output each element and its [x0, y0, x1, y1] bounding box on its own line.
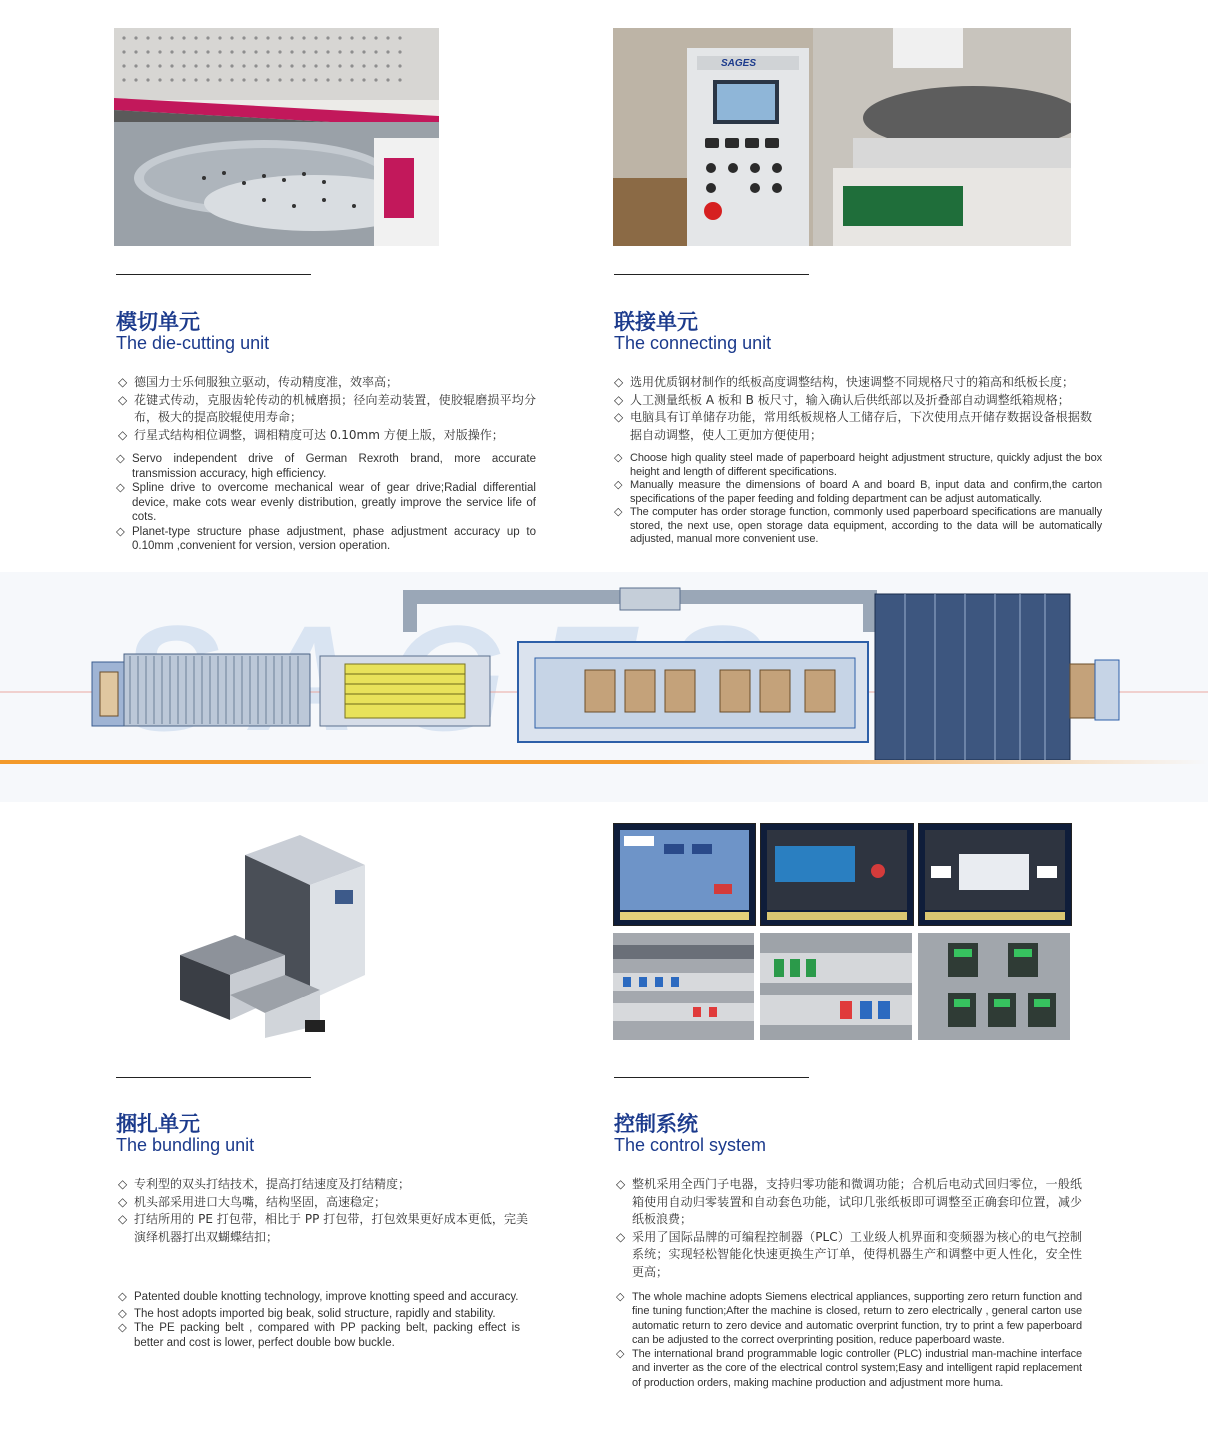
diamond-bullet-icon: ◇: [118, 1212, 128, 1226]
diamond-bullet-icon: ◇: [616, 1177, 626, 1191]
list-item: ◇ Manually measure the dimensions of board A and board B, input data and confirm,the carton specifications of the paper feeding and folding department can be adjust automatically.: [614, 479, 1102, 505]
die-cutting-en-list: [116, 452, 536, 554]
diamond-bullet-icon: ◇: [614, 392, 624, 407]
connecting-unit-photo: [613, 28, 1071, 246]
list-item: ◇ 专利型的双头打结技术，提高打结速度及打结精度；: [118, 1176, 528, 1194]
diamond-bullet-icon: ◇: [614, 375, 624, 389]
list-item: ◇ 采用了国际品牌的可编程控制器（PLC）工业级人机界面和变频器为核心的电气控制系统；实现轻松智能化快速更换生产订单，使得机器生产和调整中更人性化，安全性更高；: [616, 1229, 1082, 1279]
list-item: ◇ The computer has order storage function, commonly used paperboard specifications are manually stored, the next use, open storage data equipment, according to the data will be automatically adjusted, manual more convenient use.: [614, 506, 1102, 545]
list-item: ◇ The PE packing belt , compared with PP packing belt, packing effect is better and cost is lower, perfect double bow buckle.: [118, 1322, 520, 1349]
bundling-title-en: The bundling unit: [116, 1135, 255, 1155]
list-item: ◇ 人工测量纸板 A 板和 B 板尺寸，输入确认后供纸部以及折叠部自动调整纸箱规格；: [614, 392, 1092, 410]
diamond-bullet-icon: ◇: [118, 427, 128, 442]
panel-brand-label: SAGES: [721, 58, 757, 69]
bundling-title-zh: 捆扎单元: [116, 1112, 200, 1136]
bundling-divider: [116, 1077, 311, 1078]
diamond-bullet-icon: ◇: [118, 1194, 128, 1209]
diamond-bullet-icon: ◇: [118, 1177, 128, 1191]
plc-cabinet-photo: [760, 933, 912, 1040]
bundling-en-list: [118, 1290, 520, 1350]
diamond-bullet-icon: ◇: [614, 452, 623, 464]
diamond-bullet-icon: ◇: [116, 482, 125, 494]
diamond-bullet-icon: ◇: [118, 1307, 127, 1320]
control-title-zh: 控制系统: [614, 1112, 698, 1136]
diamond-bullet-icon: ◇: [614, 410, 624, 424]
list-item: ◇ Servo independent drive of German Rexroth brand, more accurate transmission accuracy, high efficiency.: [116, 453, 536, 480]
orange-accent-stripe: [0, 760, 1208, 764]
list-item: ◇ The whole machine adopts Siemens electrical appliances, supporting zero return function and fine tuning function;After the machine is closed, return to zero electrically , general carton use automatic return to zero device and automatic overprint function, try to print a few paperboard can be adjusted to the correct overprinting position, reduce paperboard waste.: [616, 1291, 1082, 1346]
diamond-bullet-icon: ◇: [116, 525, 125, 538]
list-item: ◇ Choose high quality steel made of paperboard height adjustment structure, quickly adjust the box height and length of different specifications.: [614, 452, 1102, 478]
line-layout-diagram: [0, 572, 1208, 802]
list-item: ◇ 选用优质钢材制作的纸板高度调整结构，快速调整不同规格尺寸的箱高和纸板长度；: [614, 374, 1092, 392]
list-item: ◇ Patented double knotting technology, improve knotting speed and accuracy.: [118, 1291, 519, 1303]
die-cutting-title-en: The die-cutting unit: [116, 333, 270, 353]
control-zh-list: [616, 1176, 1082, 1281]
production-line-band: [0, 572, 1208, 802]
list-item: ◇ 电脑具有订单储存功能，常用纸板规格人工储存后，下次使用点开储存数据设备根据数据自动调整，使人工更加方便使用；: [614, 410, 1092, 442]
connecting-zh-list: [614, 374, 1092, 444]
die-cutting-zh-list: [118, 374, 536, 444]
list-item: ◇ 整机采用全西门子电器，支持归零功能和微调功能；合机后电动式回归零位，一般纸箱使用自动归零装置和自动套色功能，试印几张纸板即可调整至正确套印位置，减少纸板浪费；: [616, 1177, 1082, 1226]
control-en-list: [616, 1290, 1082, 1390]
list-item: ◇ 行星式结构相位调整，调相精度可达 0.10mm 方便上版，对版操作；: [118, 427, 536, 445]
control-title-en: The control system: [614, 1135, 767, 1155]
list-item: ◇ Planet-type structure phase adjustment, phase adjustment accuracy up to 0.10mm ,convenient for version, version operation.: [116, 525, 536, 552]
connecting-en-list: [614, 452, 1102, 547]
list-item: ◇ The international brand programmable logic controller (PLC) industrial man-machine interface and inverter as the core of the electrical control system;Easy and intelligent rapid replacement of production orders, making machine production and adjustment more huma.: [616, 1348, 1082, 1389]
diamond-bullet-icon: ◇: [616, 1229, 626, 1244]
list-item: ◇ Spline drive to overcome mechanical wear of gear drive;Radial differential device, make cots wear evenly distribution, greatly improve the service life of cots.: [116, 482, 536, 523]
list-item: ◇ 打结所用的 PE 打包带，相比于 PP 打包带，打包效果更好成本更低，完美演绎机器打出双蝴蝶结扣；: [118, 1212, 528, 1244]
inverter-cabinet-photo: [918, 933, 1070, 1040]
diamond-bullet-icon: ◇: [616, 1291, 625, 1303]
connecting-divider: [614, 274, 809, 275]
electrical-cabinet-photo: [613, 933, 754, 1040]
diamond-bullet-icon: ◇: [118, 392, 128, 407]
list-item: ◇ 机头部采用进口大鸟嘴，结构坚固，高速稳定；: [118, 1194, 528, 1212]
diamond-bullet-icon: ◇: [616, 1348, 625, 1361]
list-item: ◇ 德国力士乐伺服独立驱动，传动精度准，效率高；: [118, 374, 536, 392]
die-cutting-divider: [116, 274, 311, 275]
die-cutting-title-zh: 模切单元: [116, 310, 200, 334]
bundling-machine-photo: [175, 825, 385, 1040]
diamond-bullet-icon: ◇: [118, 1291, 127, 1303]
list-item: ◇ 花键式传动，克服齿轮传动的机械磨损；径向差动装置，使胶辊磨损平均分布，极大的提高胶辊使用寿命；: [118, 392, 536, 424]
bundling-zh-list: [118, 1176, 528, 1246]
diamond-bullet-icon: ◇: [116, 453, 125, 465]
list-item: ◇ The host adopts imported big beak, solid structure, rapidly and stability.: [118, 1307, 496, 1320]
die-cutting-photo: [114, 28, 439, 246]
hmi-screen-controls: [918, 823, 1072, 926]
connecting-title-zh: 联接单元: [614, 310, 698, 334]
connecting-title-en: The connecting unit: [614, 333, 772, 353]
control-divider: [614, 1077, 809, 1078]
hmi-screen-speed: [613, 823, 756, 926]
diamond-bullet-icon: ◇: [614, 479, 623, 491]
diamond-bullet-icon: ◇: [118, 1322, 127, 1334]
hmi-screen-diagram: [760, 823, 914, 926]
diamond-bullet-icon: ◇: [118, 375, 128, 389]
diamond-bullet-icon: ◇: [614, 506, 623, 518]
